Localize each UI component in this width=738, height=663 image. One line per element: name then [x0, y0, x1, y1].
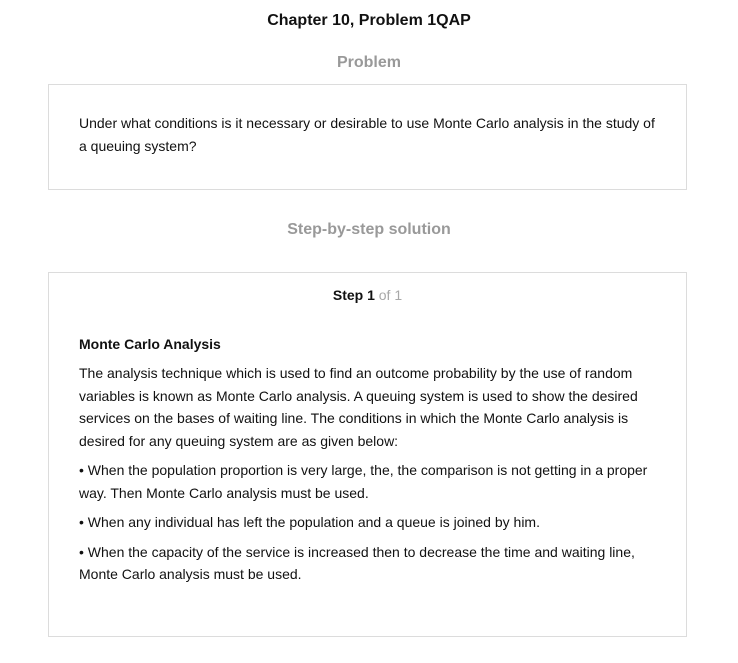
page-title: Chapter 10, Problem 1QAP [267, 12, 471, 29]
problem-heading: Problem [336, 54, 401, 71]
solution-body [79, 332, 664, 593]
solution-paragraph-intro: The analysis technique which is used to find an outcome probability by the use of random variables is known as Monte Carlo analysis. A queuing system is used to show the desired services on the bases of waiting line. The conditions in which the Monte Carlo analysis is desired for any queuing system are as given below: [79, 365, 638, 449]
problem-text: Under what conditions is it necessary or desirable to use Monte Carlo analysis in the study of a queuing system? [79, 115, 655, 154]
solution-heading: Step-by-step solution [287, 221, 451, 238]
step-indicator [49, 285, 686, 305]
solution-subheading: Monte Carlo Analysis [79, 336, 221, 352]
step-of: of 1 [378, 287, 403, 303]
solution-bullet-3: • When the capacity of the service is increased then to decrease the time and waiting line, Monte Carlo analysis must be used. [79, 543, 635, 582]
solution-bullet-1: • When the population proportion is very large, the, the comparison is not getting in a proper way. Then Monte Carlo analysis must be used. [79, 462, 648, 501]
problem-card [48, 84, 687, 190]
solution-bullet-2: • When any individual has left the population and a queue is joined by him. [79, 514, 540, 530]
step-label: Step 1 [332, 287, 375, 303]
solution-card [48, 272, 687, 637]
